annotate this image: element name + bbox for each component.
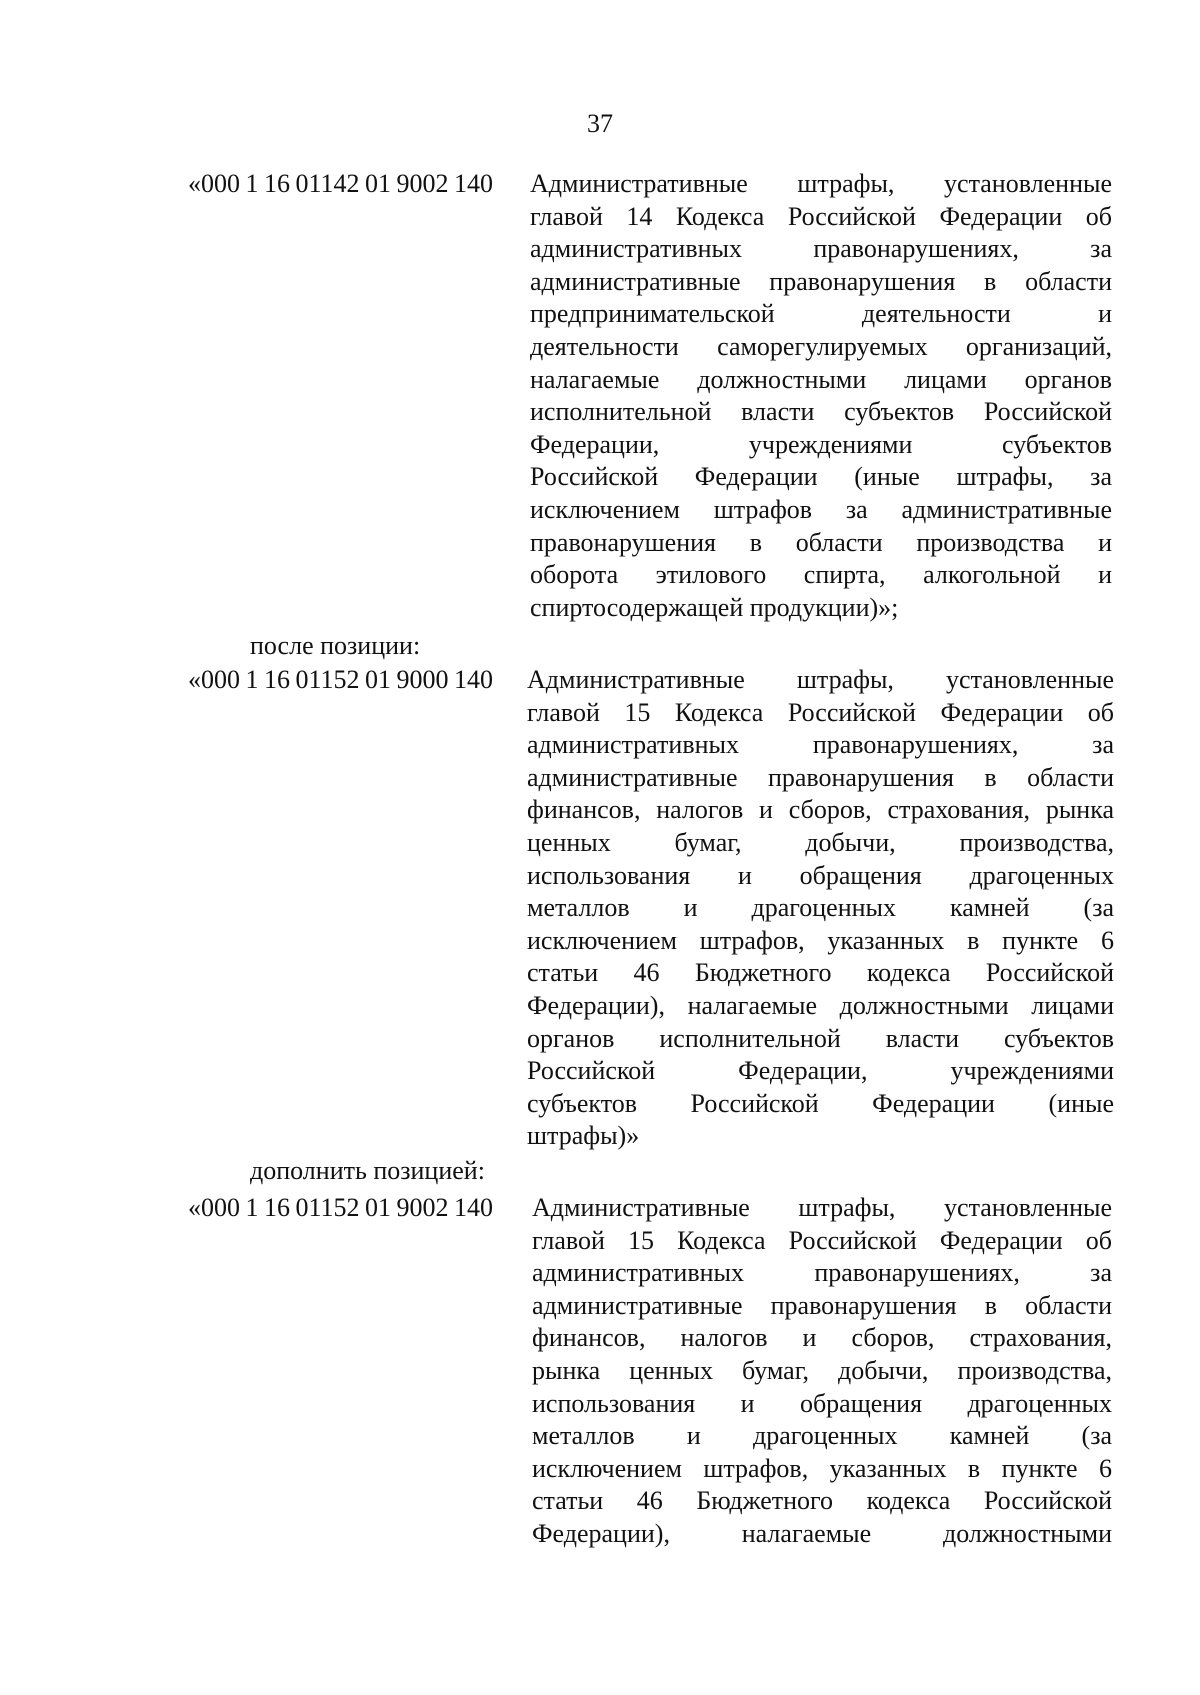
description-line: правонарушения в области производства и <box>530 527 1112 557</box>
budget-code: «000 1 16 01152 01 9002 140 <box>188 1193 494 1222</box>
description-line: Федерации, учреждениями субъектов <box>530 429 1112 459</box>
add-position-label: дополнить позицией: <box>250 1156 485 1185</box>
description-line: финансов, налогов и сборов, страхования, рынка <box>527 795 1114 825</box>
description-line: использования и обращения драгоценных <box>532 1388 1112 1418</box>
description-line: Федерации), налагаемые должностными <box>532 1518 1112 1548</box>
description-line: исключением штрафов за административные <box>530 494 1112 524</box>
budget-code: «000 1 16 01142 01 9002 140 <box>188 169 494 198</box>
description-line: административные правонарушения в области <box>532 1290 1112 1320</box>
description-line: главой 15 Кодекса Российской Федерации об <box>527 697 1114 727</box>
description-line: оборота этилового спирта, алкогольной и <box>530 560 1112 590</box>
description-line: исключением штрафов, указанных в пункте 6 <box>527 925 1114 955</box>
description-line: административные правонарушения в области <box>527 762 1114 792</box>
description-line: деятельности саморегулируемых организаций, <box>530 331 1112 361</box>
description-line: статьи 46 Бюджетного кодекса Российской <box>527 958 1114 988</box>
budget-description <box>530 168 1112 624</box>
page-number: 37 <box>587 109 613 138</box>
description-line: металлов и драгоценных камней (за <box>532 1421 1112 1451</box>
description-line: использования и обращения драгоценных <box>527 860 1114 890</box>
description-line: главой 14 Кодекса Российской Федерации об <box>530 201 1112 231</box>
description-line: Административные штрафы, установленные <box>530 169 1112 198</box>
description-line: исключением штрафов, указанных в пункте 6 <box>532 1453 1112 1483</box>
description-line: статьи 46 Бюджетного кодекса Российской <box>532 1486 1112 1516</box>
description-line: налагаемые должностными лицами органов <box>530 364 1112 394</box>
description-line: спиртосодержащей продукции)»; <box>530 592 899 622</box>
description-line: Административные штрафы, установленные <box>532 1193 1112 1222</box>
description-line: органов исполнительной власти субъектов <box>527 1023 1114 1053</box>
description-line: Федерации), налагаемые должностными лицами <box>527 990 1114 1020</box>
description-line: финансов, налогов и сборов, страхования, <box>532 1323 1112 1353</box>
description-line: административных правонарушениях, за <box>530 234 1112 264</box>
description-line: Российской Федерации, учреждениями <box>527 1056 1114 1086</box>
description-line: рынка ценных бумаг, добычи, производства, <box>532 1355 1112 1385</box>
description-line: штрафы)» <box>527 1121 640 1151</box>
description-line: административные правонарушения в области <box>530 266 1112 296</box>
description-line: субъектов Российской Федерации (иные <box>527 1088 1114 1118</box>
budget-description <box>532 1192 1112 1551</box>
description-line: ценных бумаг, добычи, производства, <box>527 827 1114 857</box>
description-line: металлов и драгоценных камней (за <box>527 893 1114 923</box>
description-line: предпринимательской деятельности и <box>530 299 1112 329</box>
description-line: административных правонарушениях, за <box>527 730 1114 760</box>
budget-code: «000 1 16 01152 01 9000 140 <box>188 665 494 694</box>
description-line: главой 15 Кодекса Российской Федерации об <box>532 1225 1112 1255</box>
description-line: административных правонарушениях, за <box>532 1258 1112 1288</box>
description-line: исполнительной власти субъектов Российской <box>530 397 1112 427</box>
description-line: Административные штрафы, установленные <box>527 665 1114 694</box>
after-position-label: после позиции: <box>250 631 421 660</box>
budget-description <box>527 664 1114 1153</box>
description-line: Российской Федерации (иные штрафы, за <box>530 462 1112 492</box>
